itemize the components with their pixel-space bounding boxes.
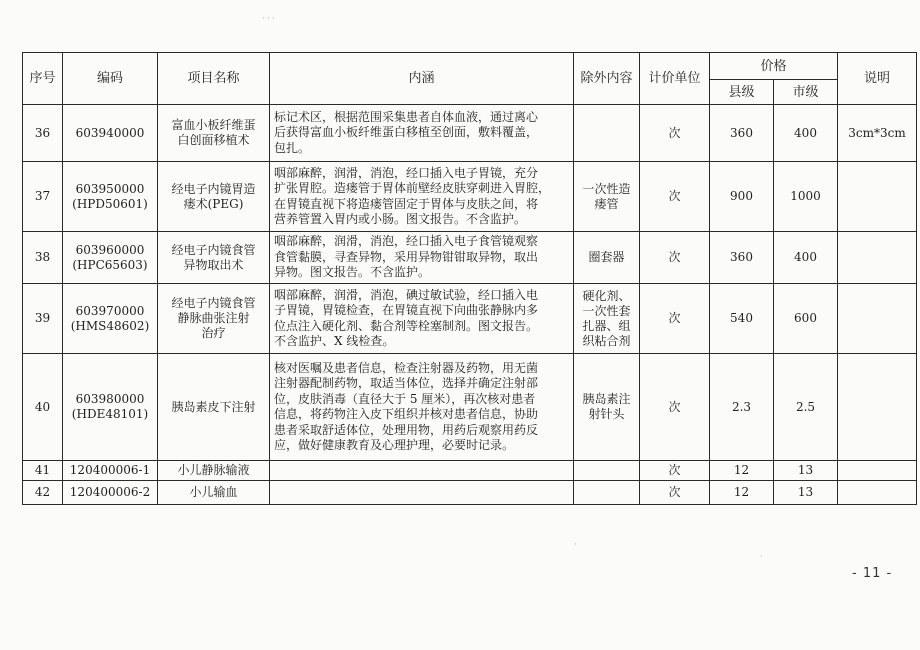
cell-name-line: 治疗 bbox=[201, 326, 226, 340]
cell-code bbox=[63, 481, 158, 505]
cell-note bbox=[838, 461, 917, 481]
fee-table bbox=[22, 52, 917, 505]
cell-note: 3cm*3cm bbox=[838, 105, 917, 162]
table-row bbox=[23, 461, 917, 481]
cell-unit: 次 bbox=[640, 481, 710, 505]
cell-seq: 42 bbox=[23, 481, 63, 505]
cell-content-line: 应，做好健康教育及心理护理，必要时记录。 bbox=[274, 438, 515, 452]
cell-excluded-line: 织粘合剂 bbox=[582, 333, 631, 348]
header-excluded: 除外内容 bbox=[574, 53, 640, 105]
cell-city-price: 13 bbox=[774, 461, 838, 481]
table-row bbox=[23, 232, 917, 284]
cell-excluded bbox=[574, 461, 640, 481]
cell-excluded-line: 射针头 bbox=[588, 407, 625, 421]
cell-excluded-line: 瘘管 bbox=[594, 196, 619, 211]
cell-name-line: 经电子内镜胃造 bbox=[171, 181, 256, 196]
cell-code-line: (HMS48602) bbox=[70, 318, 150, 333]
page-number: - 11 - bbox=[852, 566, 893, 581]
cell-name-line: 白创面移植术 bbox=[177, 133, 250, 147]
cell-excluded bbox=[574, 162, 640, 232]
cell-content-line: 营养管置入胃内或小肠。图文报告。不含监护。 bbox=[274, 212, 527, 226]
cell-content-line: 注射器配制药物，取适当体位，选择并确定注射部 bbox=[274, 376, 539, 390]
table-row bbox=[23, 354, 917, 461]
cell-county-price: 12 bbox=[710, 481, 774, 505]
cell-name bbox=[158, 461, 270, 481]
cell-name bbox=[158, 162, 270, 232]
scan-speck: · bbox=[760, 552, 763, 561]
header-city: 市级 bbox=[774, 80, 838, 105]
cell-name bbox=[158, 481, 270, 505]
cell-excluded bbox=[574, 284, 640, 354]
cell-excluded bbox=[574, 232, 640, 284]
cell-excluded bbox=[574, 481, 640, 505]
cell-content-line: 包扎。 bbox=[274, 140, 311, 155]
cell-excluded-line: 胰岛素注 bbox=[582, 392, 631, 406]
header-unit: 计价单位 bbox=[640, 53, 710, 105]
header-content: 内涵 bbox=[270, 53, 574, 105]
table-row bbox=[23, 105, 917, 162]
cell-seq: 41 bbox=[23, 461, 63, 481]
cell-city-price: 400 bbox=[774, 105, 838, 162]
cell-code bbox=[63, 105, 158, 162]
cell-excluded bbox=[574, 105, 640, 162]
cell-content-line: 信息，将药物注入皮下组织并核对患者信息，协助 bbox=[274, 407, 539, 421]
cell-code-line: 120400006-1 bbox=[69, 463, 151, 477]
scan-speck: · bbox=[574, 540, 577, 549]
cell-excluded-line: 一次性造 bbox=[582, 181, 631, 196]
cell-content bbox=[270, 232, 574, 284]
cell-name bbox=[158, 232, 270, 284]
cell-county-price: 12 bbox=[710, 461, 774, 481]
cell-excluded-line: 一次性套 bbox=[582, 303, 631, 318]
cell-code-line: 603970000 bbox=[75, 303, 145, 318]
cell-name-line: 富血小板纤维蛋 bbox=[171, 118, 256, 132]
cell-content-line: 扩张胃腔。造瘘管于胃体前壁经皮肤穿刺进入胃腔， bbox=[274, 181, 551, 195]
cell-county-price: 540 bbox=[710, 284, 774, 354]
header-note: 说明 bbox=[838, 53, 917, 105]
cell-county-price: 360 bbox=[710, 105, 774, 162]
table-row bbox=[23, 162, 917, 232]
cell-note bbox=[838, 162, 917, 232]
table-body bbox=[23, 105, 917, 505]
cell-content bbox=[270, 284, 574, 354]
cell-content bbox=[270, 481, 574, 505]
cell-content bbox=[270, 162, 574, 232]
cell-name bbox=[158, 354, 270, 461]
cell-city-price: 600 bbox=[774, 284, 838, 354]
cell-unit: 次 bbox=[640, 105, 710, 162]
cell-seq: 38 bbox=[23, 232, 63, 284]
cell-content-line: 后获得富血小板纤维蛋白移植至创面，敷料覆盖， bbox=[274, 125, 539, 140]
cell-name bbox=[158, 284, 270, 354]
cell-name-line: 小儿输血 bbox=[189, 485, 238, 499]
cell-content-line: 位点注入硬化剂、黏合剂等栓塞制剂。图文报告。 bbox=[274, 318, 539, 333]
cell-code-line: (HPD50601) bbox=[72, 196, 148, 211]
cell-seq: 37 bbox=[23, 162, 63, 232]
cell-content bbox=[270, 354, 574, 461]
cell-county-price: 360 bbox=[710, 232, 774, 284]
cell-content-line: 位，皮肤消毒（直径大于 5 厘米），再次核对患者 bbox=[274, 391, 536, 406]
table-row bbox=[23, 481, 917, 505]
cell-seq: 40 bbox=[23, 354, 63, 461]
cell-unit: 次 bbox=[640, 354, 710, 461]
cell-unit: 次 bbox=[640, 162, 710, 232]
cell-content-line: 核对医嘱及患者信息，检查注射器及药物，用无菌 bbox=[274, 360, 539, 375]
cell-code bbox=[63, 461, 158, 481]
cell-excluded-line: 扎器、组 bbox=[582, 318, 631, 333]
cell-code bbox=[63, 162, 158, 232]
cell-note bbox=[838, 232, 917, 284]
cell-seq: 36 bbox=[23, 105, 63, 162]
cell-code-line: (HDE48101) bbox=[71, 407, 149, 421]
cell-content-line: 食管黏膜，寻查异物，采用异物钳钳取异物，取出 bbox=[274, 249, 539, 264]
cell-content-line: 子胃镜，胃镜检查，在胃镜直视下向曲张静脉内多 bbox=[274, 303, 539, 317]
cell-excluded-line: 圈套器 bbox=[588, 250, 625, 264]
cell-name-line: 小儿静脉输液 bbox=[177, 463, 250, 477]
cell-content-line: 在胃镜直视下将造瘘管固定于胃体与皮肤之间，将 bbox=[274, 196, 539, 211]
cell-city-price: 2.5 bbox=[774, 354, 838, 461]
cell-unit: 次 bbox=[640, 461, 710, 481]
cell-content-line: 咽部麻醉，润滑，消泡，碘过敏试验，经口插入电 bbox=[274, 287, 539, 302]
cell-county-price: 900 bbox=[710, 162, 774, 232]
header-code: 编码 bbox=[63, 53, 158, 105]
cell-city-price: 400 bbox=[774, 232, 838, 284]
scan-speck: · · · bbox=[262, 14, 275, 23]
cell-content-line: 患者采取舒适体位，处理用物，用药后观察用药反 bbox=[274, 422, 539, 437]
cell-code-line: (HPC65603) bbox=[72, 257, 148, 272]
cell-content bbox=[270, 461, 574, 481]
cell-note bbox=[838, 354, 917, 461]
cell-excluded bbox=[574, 354, 640, 461]
cell-code bbox=[63, 284, 158, 354]
cell-name-line: 胰岛素皮下注射 bbox=[171, 399, 256, 414]
cell-unit: 次 bbox=[640, 232, 710, 284]
cell-name-line: 异物取出术 bbox=[183, 257, 244, 272]
cell-code-line: 603950000 bbox=[75, 181, 145, 196]
cell-note bbox=[838, 481, 917, 505]
cell-unit: 次 bbox=[640, 284, 710, 354]
cell-content-line: 咽部麻醉，润滑，消泡，经口插入电子食管镜观察 bbox=[274, 234, 539, 249]
header-price: 价格 bbox=[710, 53, 838, 80]
cell-code-line: 603940000 bbox=[75, 125, 145, 140]
cell-name-line: 经电子内镜食管 bbox=[171, 296, 256, 310]
cell-content-line: 标记术区，根据范围采集患者自体血液，通过离心 bbox=[274, 109, 539, 124]
header-county: 县级 bbox=[710, 80, 774, 105]
cell-code-line: 120400006-2 bbox=[69, 485, 151, 499]
cell-content-line: 异物。图文报告。不含监护。 bbox=[274, 265, 431, 280]
cell-content bbox=[270, 105, 574, 162]
cell-excluded-line: 硬化剂、 bbox=[582, 288, 631, 303]
cell-content-line: 咽部麻醉，润滑，消泡，经口插入电子胃镜，充分 bbox=[274, 165, 539, 180]
cell-content-line: 不含监护、X 线检查。 bbox=[274, 334, 395, 348]
cell-code-line: 603960000 bbox=[75, 242, 145, 257]
cell-name-line: 经电子内镜食管 bbox=[171, 242, 256, 257]
table-row bbox=[23, 284, 917, 354]
cell-note bbox=[838, 284, 917, 354]
cell-code bbox=[63, 354, 158, 461]
cell-city-price: 13 bbox=[774, 481, 838, 505]
header-name: 项目名称 bbox=[158, 53, 270, 105]
cell-name bbox=[158, 105, 270, 162]
cell-city-price: 1000 bbox=[774, 162, 838, 232]
cell-name-line: 静脉曲张注射 bbox=[177, 311, 250, 325]
cell-county-price: 2.3 bbox=[710, 354, 774, 461]
cell-name-line: 瘘术(PEG) bbox=[183, 196, 244, 211]
cell-code-line: 603980000 bbox=[75, 392, 145, 406]
cell-seq: 39 bbox=[23, 284, 63, 354]
header-seq: 序号 bbox=[23, 53, 63, 105]
cell-code bbox=[63, 232, 158, 284]
